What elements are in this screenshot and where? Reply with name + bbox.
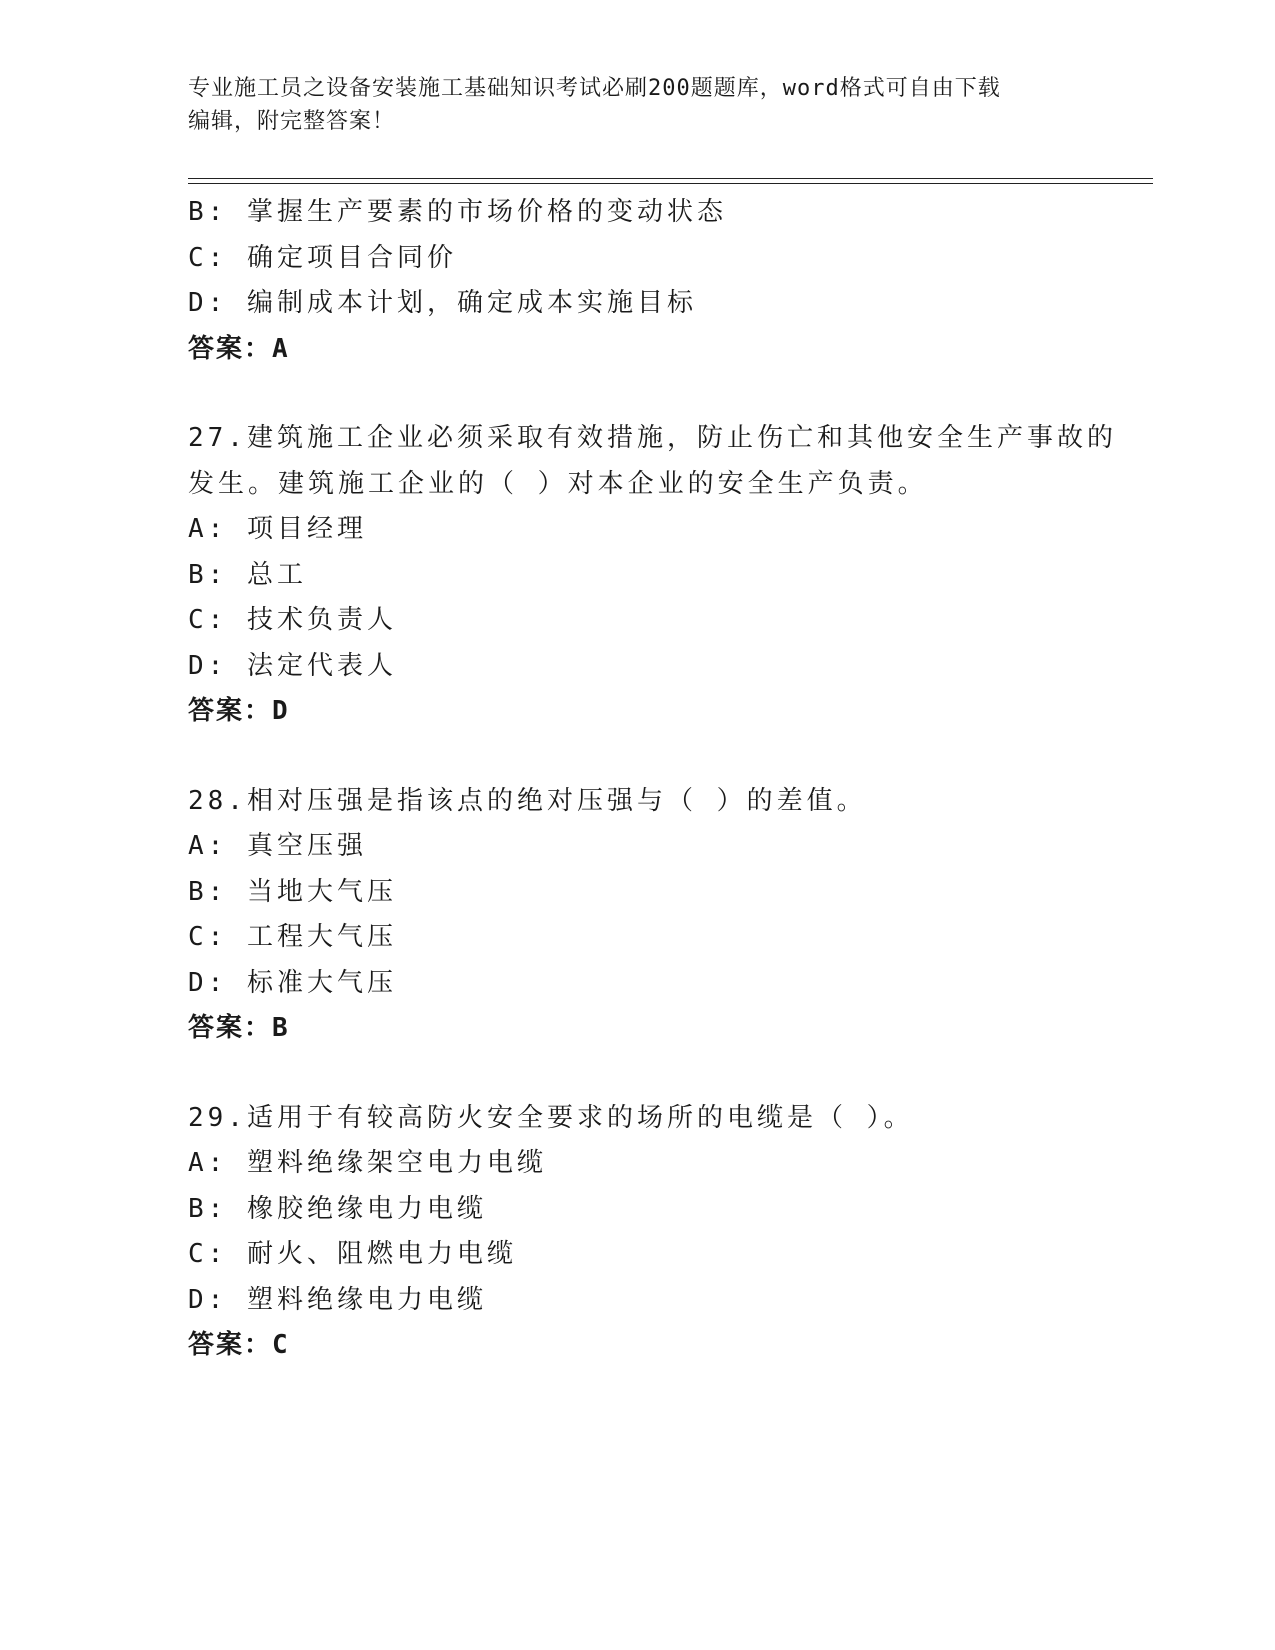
option-d: D: 塑料绝缘电力电缆: [188, 1284, 487, 1315]
option-b: B: 橡胶绝缘电力电缆: [188, 1193, 487, 1224]
option-c: C: 耐火、阻燃电力电缆: [188, 1239, 517, 1269]
option-c: C: 工程大气压: [188, 922, 397, 952]
question-stem-line: 28.相对压强是指该点的绝对压强与（ ）的差值。: [188, 785, 867, 816]
header-divider-bottom: [188, 183, 1153, 184]
option-b: B: 掌握生产要素的市场价格的变动状态: [188, 197, 727, 227]
option-c: C: 确定项目合同价: [188, 242, 457, 273]
question-block-27: [188, 416, 1148, 735]
question-block-29: [188, 1096, 1148, 1369]
question-stem-line: 27.建筑施工企业必须采取有效措施，防止伤亡和其他安全生产事故的: [188, 423, 1117, 453]
question-list: [188, 190, 1148, 1369]
header-title-line-1: 专业施工员之设备安装施工基础知识考试必刷200题题库，word格式可自由下载: [188, 76, 1001, 101]
option-a: A: 真空压强: [188, 831, 367, 861]
header-divider-top: [188, 178, 1153, 179]
answer-line: 答案：D: [188, 696, 290, 726]
option-c: C: 技术负责人: [188, 605, 397, 635]
option-a: A: 塑料绝缘架空电力电缆: [188, 1148, 547, 1178]
header-title-line-2: 编辑，附完整答案！: [188, 109, 396, 134]
option-b: B: 当地大气压: [188, 876, 397, 907]
answer-line: 答案：A: [188, 333, 290, 364]
option-a: A: 项目经理: [188, 514, 367, 544]
question-stem-line: 29.适用于有较高防火安全要求的场所的电缆是（ ）。: [188, 1102, 914, 1133]
answer-line: 答案：B: [188, 1013, 290, 1043]
question-block-previous: [188, 190, 1148, 372]
option-d: D: 编制成本计划，确定成本实施目标: [188, 288, 697, 318]
answer-line: 答案：C: [188, 1330, 290, 1360]
document-header: [188, 72, 1088, 138]
option-b: B: 总工: [188, 559, 307, 590]
question-stem-line: 发生。建筑施工企业的（ ）对本企业的安全生产负责。: [188, 468, 928, 499]
option-d: D: 法定代表人: [188, 650, 397, 681]
question-block-28: [188, 779, 1148, 1052]
option-d: D: 标准大气压: [188, 967, 397, 998]
